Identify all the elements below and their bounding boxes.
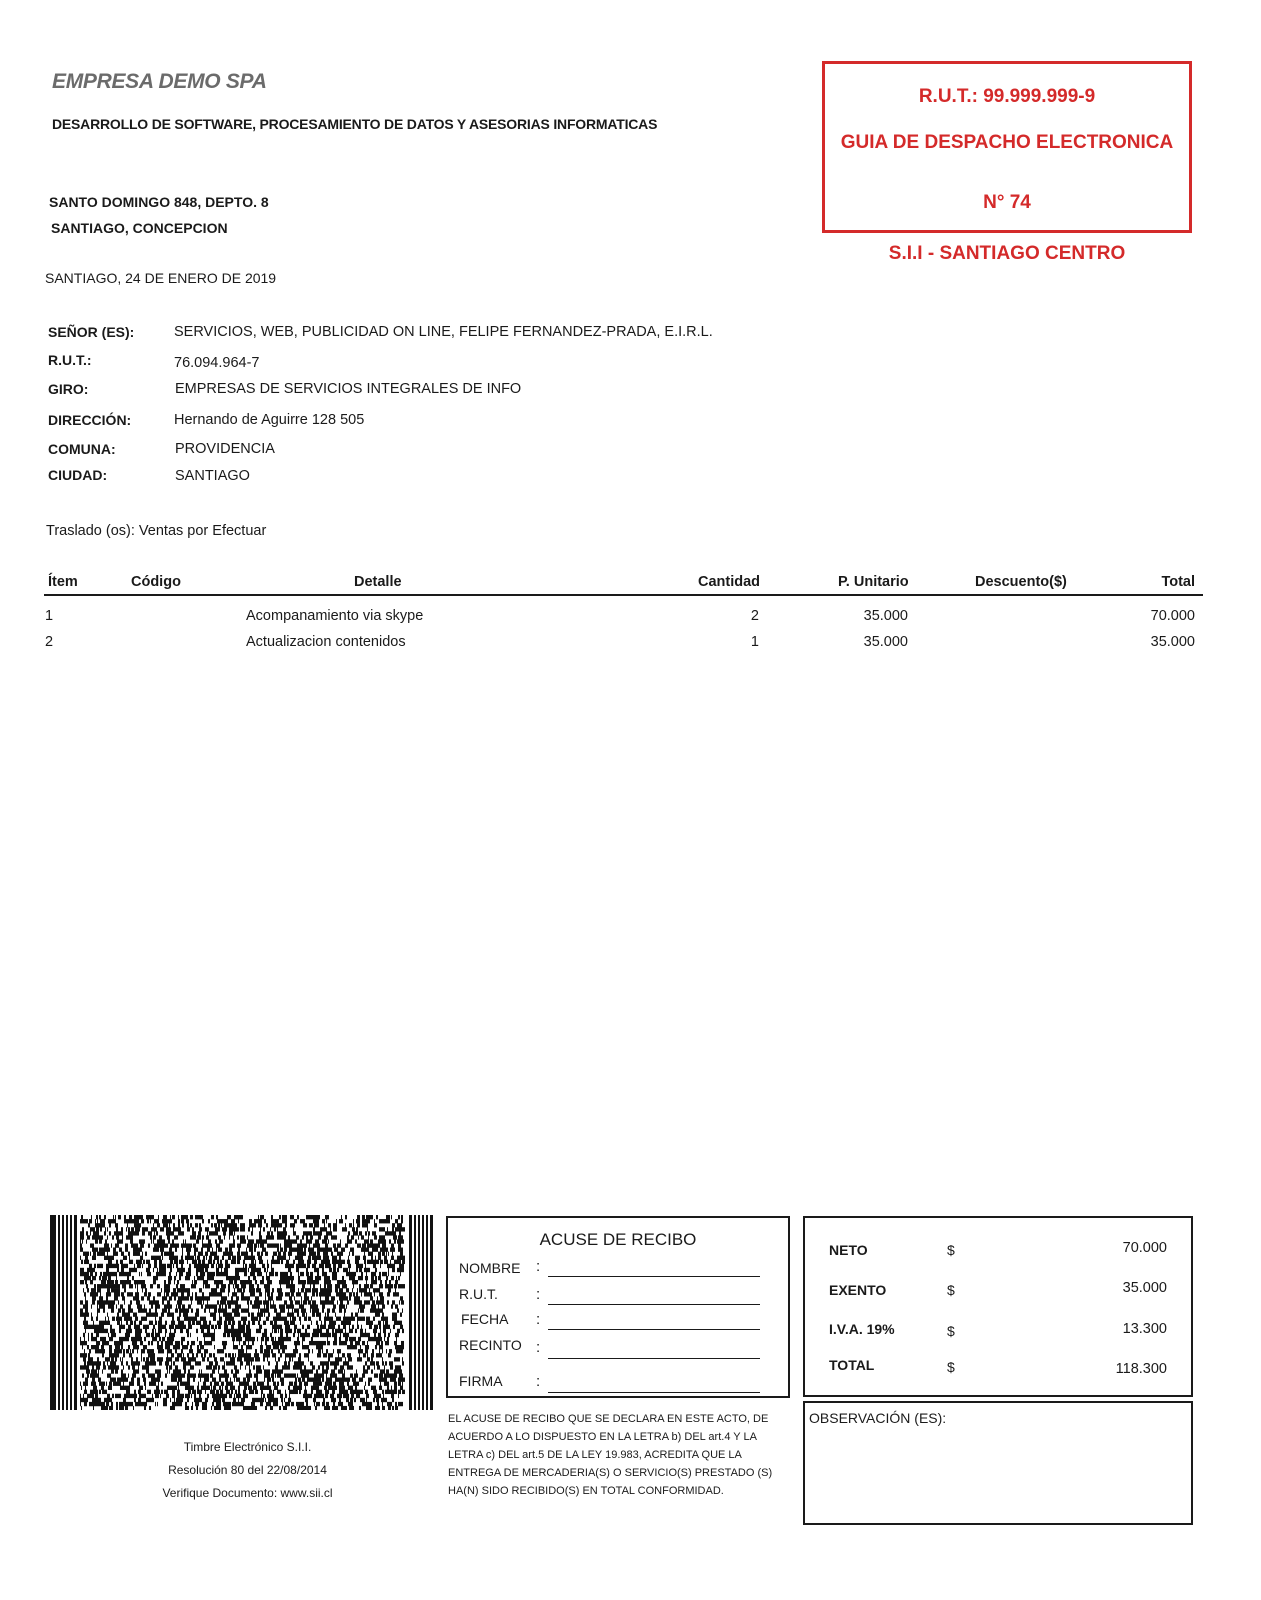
total-value-total: 118.300 — [1115, 1361, 1167, 1377]
issuer-rut: R.U.T.: 99.999.999-9 — [918, 86, 1096, 107]
acuse-de-recibo-box — [446, 1216, 790, 1398]
row-total: 35.000 — [1150, 634, 1195, 650]
receiver-label-giro: GIRO: — [48, 381, 89, 397]
total-label-iva: I.V.A. 19% — [829, 1321, 895, 1337]
receiver-label-comuna: COMUNA: — [48, 441, 116, 457]
sii-office: S.I.I - SANTIAGO CENTRO — [888, 243, 1126, 264]
table-header-rule — [44, 594, 1203, 596]
totals-box — [803, 1216, 1193, 1397]
acuse-nombre-line[interactable] — [548, 1276, 760, 1277]
header-codigo: Código — [131, 574, 181, 590]
timbre-resolution: Resolución 80 del 22/08/2014 — [168, 1463, 327, 1477]
currency-symbol: $ — [947, 1359, 955, 1375]
total-label-exento: EXENTO — [829, 1282, 887, 1298]
currency-symbol: $ — [947, 1282, 955, 1298]
company-activity: DESARROLLO DE SOFTWARE, PROCESAMIENTO DE DATOS Y ASESORIAS INFORMATICAS — [52, 116, 658, 132]
total-value-iva: 13.300 — [1122, 1321, 1167, 1337]
acuse-colon: : — [536, 1258, 541, 1275]
receiver-ciudad: SANTIAGO — [175, 468, 250, 484]
row-detalle: Actualizacion contenidos — [246, 634, 406, 650]
total-value-exento: 35.000 — [1122, 1280, 1167, 1296]
acuse-label-recinto: RECINTO — [459, 1337, 522, 1353]
acuse-legal-text: EL ACUSE DE RECIBO QUE SE DECLARA EN ESTE ACTO, DE ACUERDO A LO DISPUESTO EN LA LETRA b) DEL art.4 Y LA LETRA c) DEL art.5 DE LA LEY 19.983, ACREDITA QUE LA ENTREGA DE MERCADERIA(S) O SERVICIO(S) PRESTADO (S) HA(N) SIDO RECIBIDO(S) EN TOTAL CONFORMIDAD. — [448, 1413, 773, 1497]
header-detalle: Detalle — [354, 574, 402, 590]
header-cantidad: Cantidad — [698, 574, 761, 590]
acuse-colon: : — [536, 1311, 541, 1328]
receiver-comuna: PROVIDENCIA — [175, 441, 275, 457]
row-item: 1 — [45, 608, 54, 624]
company-address: SANTO DOMINGO 848, DEPTO. 8 — [49, 194, 269, 210]
observaciones-box — [803, 1401, 1193, 1525]
header-total: Total — [1161, 574, 1195, 590]
document-number: N° 74 — [983, 192, 1031, 213]
document-id-box — [822, 61, 1192, 233]
receiver-address: Hernando de Aguirre 128 505 — [174, 412, 365, 428]
row-unitario: 35.000 — [863, 608, 908, 624]
company-city: SANTIAGO, CONCEPCION — [51, 220, 228, 236]
receiver-giro: EMPRESAS DE SERVICIOS INTEGRALES DE INFO — [175, 381, 522, 397]
receiver-label-direccion: DIRECCIÓN: — [48, 412, 132, 428]
acuse-colon: : — [536, 1286, 541, 1303]
acuse-title: ACUSE DE RECIBO — [539, 1230, 697, 1249]
issue-date: SANTIAGO, 24 DE ENERO DE 2019 — [45, 270, 277, 286]
header-unitario: P. Unitario — [838, 574, 909, 590]
acuse-rut-line[interactable] — [548, 1304, 760, 1305]
acuse-label-rut: R.U.T. — [459, 1286, 498, 1302]
observaciones-label: OBSERVACIÓN (ES): — [809, 1410, 947, 1426]
acuse-firma-line[interactable] — [548, 1392, 760, 1393]
receiver-label-senor: SEÑOR (ES): — [48, 324, 135, 340]
timbre-title: Timbre Electrónico S.I.I. — [183, 1440, 312, 1454]
total-label-total: TOTAL — [829, 1357, 875, 1373]
receiver-rut: 76.094.964-7 — [174, 355, 260, 371]
currency-symbol: $ — [947, 1242, 955, 1258]
header-descuento: Descuento($) — [975, 574, 1067, 590]
timbre-verify: Verifique Documento: www.sii.cl — [162, 1486, 333, 1500]
document-type: GUIA DE DESPACHO ELECTRONICA — [840, 132, 1174, 153]
timbre-barcode-icon — [50, 1215, 433, 1410]
company-name: EMPRESA DEMO SPA — [52, 70, 267, 93]
row-cantidad: 1 — [750, 634, 759, 650]
receiver-name: SERVICIOS, WEB, PUBLICIDAD ON LINE, FELIPE FERNANDEZ-PRADA, E.I.R.L. — [174, 324, 713, 340]
acuse-colon: : — [536, 1373, 541, 1390]
acuse-recinto-line[interactable] — [548, 1358, 760, 1359]
currency-symbol: $ — [947, 1323, 955, 1339]
total-label-neto: NETO — [829, 1242, 868, 1258]
acuse-label-nombre: NOMBRE — [459, 1260, 521, 1276]
row-item: 2 — [45, 634, 54, 650]
acuse-label-firma: FIRMA — [459, 1373, 503, 1389]
receiver-label-rut: R.U.T.: — [48, 352, 92, 368]
row-unitario: 35.000 — [863, 634, 908, 650]
row-detalle: Acompanamiento via skype — [246, 608, 424, 624]
row-cantidad: 2 — [750, 608, 759, 624]
total-value-neto: 70.000 — [1122, 1240, 1167, 1256]
acuse-colon: : — [536, 1339, 541, 1356]
receiver-label-ciudad: CIUDAD: — [48, 467, 108, 483]
row-total: 70.000 — [1150, 608, 1195, 624]
acuse-fecha-line[interactable] — [548, 1329, 760, 1330]
traslado-type: Traslado (os): Ventas por Efectuar — [46, 523, 267, 539]
header-item: Ítem — [48, 574, 78, 590]
acuse-label-fecha: FECHA — [461, 1311, 509, 1327]
